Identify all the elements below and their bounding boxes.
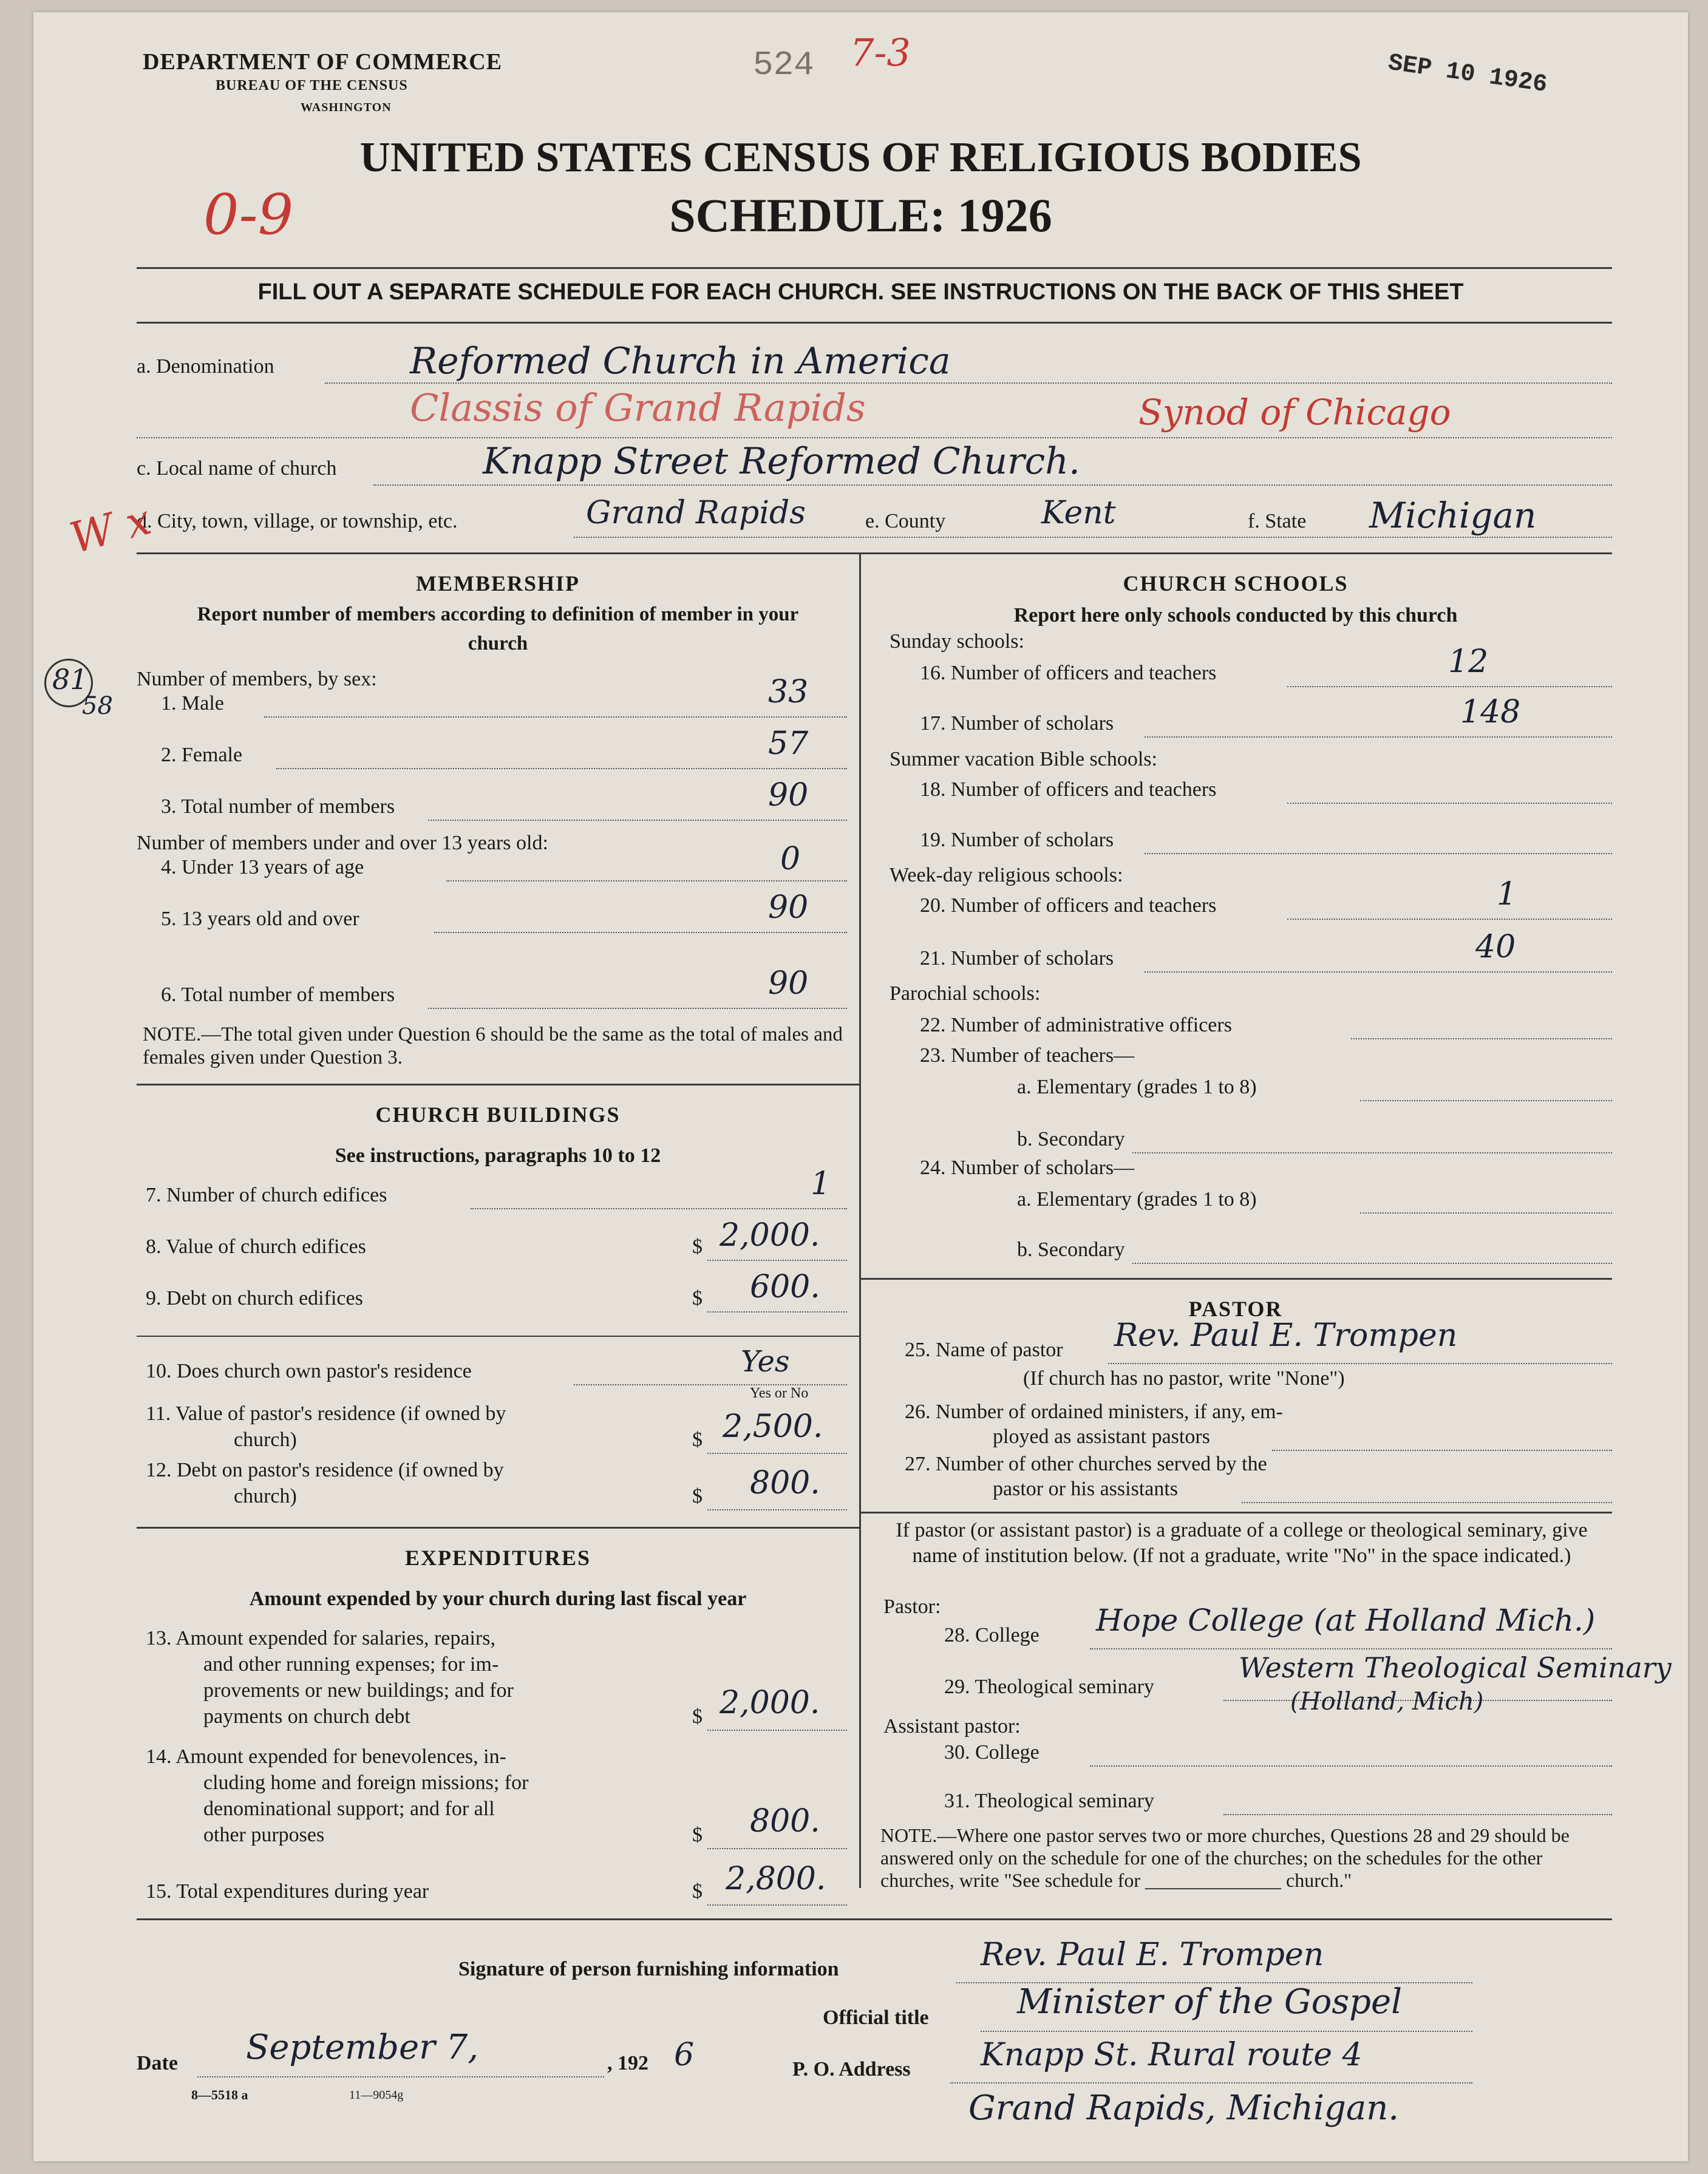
q8-line	[707, 1260, 847, 1261]
q19-line	[1145, 853, 1612, 854]
schools-subtitle: Report here only schools conducted by this church	[1013, 604, 1458, 627]
q6-label: 6. Total number of members	[161, 983, 395, 1006]
pastor-title: PASTOR	[1188, 1297, 1283, 1321]
signature-value: Rev. Paul E. Trompen	[981, 1937, 1324, 1973]
q20-line	[1287, 919, 1612, 920]
po-address-line	[950, 2082, 1472, 2084]
q20-value: 1	[1497, 876, 1517, 912]
q13-line-1: 13. Amount expended for salaries, repairs,	[146, 1627, 495, 1649]
q11-value: 2,500.	[723, 1408, 823, 1445]
local-name-label: c. Local name of church	[137, 457, 337, 480]
q13-value: 2,000.	[720, 1685, 820, 1721]
q31-line	[1223, 1814, 1612, 1815]
q21-label: 21. Number of scholars	[920, 947, 1114, 970]
q31-label: 31. Theological seminary	[944, 1790, 1154, 1812]
q28-label: 28. College	[944, 1624, 1039, 1646]
official-title-line	[981, 2031, 1472, 2032]
q5-label: 5. 13 years old and over	[161, 908, 359, 930]
q12-label: 12. Debt on pastor's residence (if owned by	[146, 1459, 504, 1481]
q23b-label: b. Secondary	[1017, 1128, 1125, 1150]
pastor-rule	[859, 1512, 1612, 1513]
header-rule-bottom	[137, 322, 1612, 324]
q4-value: 0	[780, 841, 801, 877]
q3-line	[428, 820, 847, 821]
margin-marks: W x	[64, 494, 157, 563]
po-address-value-2: Grand Rapids, Michigan.	[968, 2088, 1400, 2128]
q27-label: 27. Number of other churches served by the	[905, 1453, 1267, 1475]
q25-line	[1108, 1363, 1612, 1364]
q9-value: 600.	[750, 1269, 820, 1305]
q7-value: 1	[811, 1166, 831, 1202]
schedule-title: SCHEDULE: 1926	[669, 189, 1052, 242]
q16-label: 16. Number of officers and teachers	[920, 662, 1217, 684]
pastor-subheading: Pastor:	[883, 1595, 941, 1618]
q13-dollar: $	[692, 1705, 703, 1728]
q13-line-2: and other running expenses; for im-	[203, 1653, 499, 1676]
q4-line	[446, 880, 847, 881]
q30-label: 30. College	[944, 1741, 1039, 1764]
q14-line-4: other purposes	[203, 1824, 325, 1846]
q23b-line	[1132, 1152, 1612, 1153]
red-code: 7-3	[850, 30, 911, 75]
city-line	[574, 537, 1612, 538]
q29-value-2: (Holland, Mich)	[1290, 1688, 1484, 1716]
q28-value: Hope College (at Holland Mich.)	[1096, 1603, 1596, 1638]
q18-line	[1287, 803, 1612, 804]
q24a-line	[1360, 1212, 1612, 1214]
q25-value: Rev. Paul E. Trompen	[1114, 1317, 1458, 1354]
city-label: d. City, town, village, or township, etc.	[137, 510, 458, 532]
expenditures-title: EXPENDITURES	[404, 1546, 591, 1570]
buildings-subtitle: See instructions, paragraphs 10 to 12	[335, 1144, 661, 1167]
q3-label: 3. Total number of members	[161, 795, 395, 818]
department-heading: DEPARTMENT OF COMMERCE	[143, 49, 503, 75]
classis-red: Classis of Grand Rapids	[410, 386, 866, 430]
q8-dollar: $	[692, 1235, 703, 1258]
q12-line	[707, 1509, 847, 1510]
column-divider	[859, 552, 861, 1888]
q12-value: 800.	[750, 1465, 820, 1501]
q26-label: 26. Number of ordained ministers, if any, em-	[905, 1401, 1283, 1423]
q3-value: 90	[768, 777, 809, 814]
q26-line	[1272, 1450, 1612, 1451]
q2-value: 57	[768, 725, 809, 762]
county-label: e. County	[865, 510, 946, 532]
q13-line-3: provements or new buildings; and for	[203, 1679, 514, 1702]
local-name-value: Knapp Street Reformed Church.	[483, 440, 1080, 483]
q25-hint: (If church has no pastor, write "None")	[1023, 1367, 1345, 1390]
q9-label: 9. Debt on church edifices	[146, 1287, 363, 1309]
census-schedule-sheet	[33, 12, 1688, 2161]
q26-label-2: ployed as assistant pastors	[993, 1425, 1210, 1448]
q7-label: 7. Number of church edifices	[146, 1184, 387, 1206]
q19-label: 19. Number of scholars	[920, 829, 1114, 851]
membership-note: NOTE.—The total given under Question 6 should be the same as the total of males and females given under Question 3.	[143, 1024, 843, 1068]
fields-rule	[137, 552, 1612, 554]
weekday-heading: Week-day religious schools:	[890, 864, 1123, 886]
q22-label: 22. Number of administrative officers	[920, 1014, 1232, 1036]
circled-number: 81	[44, 659, 93, 707]
summer-heading: Summer vacation Bible schools:	[890, 748, 1157, 770]
q22-line	[1351, 1038, 1612, 1039]
denomination-line	[325, 382, 1612, 384]
date-line	[197, 2076, 604, 2077]
q9-line	[707, 1311, 847, 1313]
po-address-value: Knapp St. Rural route 4	[981, 2037, 1363, 2073]
q24a-label: a. Elementary (grades 1 to 8)	[1017, 1188, 1257, 1211]
q17-label: 17. Number of scholars	[920, 712, 1114, 735]
denomination-label: a. Denomination	[137, 355, 274, 378]
q30-line	[1090, 1765, 1612, 1767]
q9-rule	[137, 1336, 859, 1337]
q4-label: 4. Under 13 years of age	[161, 856, 364, 878]
q8-value: 2,000.	[720, 1217, 820, 1254]
q11-dollar: $	[692, 1428, 703, 1451]
q17-line	[1145, 736, 1612, 738]
q13-line	[707, 1730, 847, 1731]
form-number: 8—5518 a	[191, 2087, 248, 2102]
membership-subtitle: Report number of members according to definition of member in your church	[197, 603, 799, 654]
q24-label: 24. Number of scholars—	[920, 1157, 1135, 1179]
membership-title: MEMBERSHIP	[415, 571, 580, 596]
schools-title: CHURCH SCHOOLS	[1123, 571, 1349, 596]
q16-value: 12	[1448, 644, 1489, 680]
year-prefix: , 192	[607, 2052, 648, 2074]
q10-value: Yes	[741, 1345, 790, 1379]
margin-58: 58	[82, 692, 113, 720]
q11-line	[707, 1453, 847, 1454]
signature-label: Signature of person furnishing information	[458, 1958, 839, 1980]
q23-label: 23. Number of teachers—	[920, 1044, 1135, 1067]
q25-label: 25. Name of pastor	[905, 1339, 1063, 1361]
pastor-note: NOTE.—Where one pastor serves two or more churches, Questions 28 and 29 should be answered only on the schedule for one of the churches; on the schedules for the other churches, write "See schedule for ______________ church."	[880, 1824, 1570, 1891]
red-mark-09: 0-9	[203, 182, 294, 247]
classis-line	[137, 437, 1612, 438]
q15-line	[707, 1904, 847, 1906]
q6-value: 90	[768, 965, 809, 1002]
official-title-label: Official title	[823, 2006, 929, 2029]
q18-label: 18. Number of officers and teachers	[920, 778, 1217, 801]
date-value: September 7,	[246, 2028, 479, 2067]
q11-label-2: church)	[234, 1428, 297, 1451]
assistant-subheading: Assistant pastor:	[883, 1715, 1021, 1738]
q14-line	[707, 1848, 847, 1849]
city-value: Grand Rapids	[586, 495, 806, 531]
q23a-line	[1360, 1100, 1612, 1101]
q14-dollar: $	[692, 1824, 703, 1846]
denomination-value: Reformed Church in America	[410, 340, 951, 382]
schools-rule	[859, 1278, 1612, 1280]
instruction-line: FILL OUT A SEPARATE SCHEDULE FOR EACH CHURCH. SEE INSTRUCTIONS ON THE BACK OF THIS SHEET	[257, 279, 1464, 305]
stamp-number: 524	[753, 46, 814, 84]
q23a-label: a. Elementary (grades 1 to 8)	[1017, 1076, 1257, 1098]
q29-value: Western Theological Seminary	[1239, 1651, 1672, 1684]
q14-value: 800.	[750, 1803, 820, 1839]
q11-label: 11. Value of pastor's residence (if owned by	[146, 1402, 506, 1425]
q12-label-2: church)	[234, 1485, 297, 1507]
q28-line	[1090, 1648, 1612, 1649]
state-label: f. State	[1248, 510, 1307, 532]
q8-label: 8. Value of church edifices	[146, 1235, 366, 1258]
q15-value: 2,800.	[726, 1861, 826, 1897]
q27-label-2: pastor or his assistants	[993, 1478, 1179, 1500]
print-number: 11—9054g	[349, 2088, 404, 2102]
by-sex-heading: Number of members, by sex:	[137, 668, 377, 690]
footer-rule	[137, 1918, 1612, 1920]
q14-line-2: cluding home and foreign missions; for	[203, 1771, 529, 1794]
parochial-heading: Parochial schools:	[890, 982, 1041, 1005]
q15-dollar: $	[692, 1880, 703, 1903]
po-address-label: P. O. Address	[792, 2058, 911, 2081]
q10-label: 10. Does church own pastor's residence	[146, 1360, 472, 1382]
graduate-note: If pastor (or assistant pastor) is a graduate of a college or theological seminary, give name of institution below. (If not a graduate, write "No" in the space indicated.)	[896, 1519, 1588, 1567]
q14-line-3: denominational support; and for all	[203, 1798, 495, 1820]
q20-label: 20. Number of officers and teachers	[920, 894, 1217, 917]
state-value: Michigan	[1369, 495, 1537, 536]
q29-label: 29. Theological seminary	[944, 1676, 1154, 1698]
sunday-heading: Sunday schools:	[890, 630, 1024, 653]
header-rule-top	[137, 267, 1612, 269]
q15-label: 15. Total expenditures during year	[146, 1880, 429, 1903]
q2-line	[276, 768, 847, 769]
buildings-title: CHURCH BUILDINGS	[375, 1102, 621, 1127]
q17-value: 148	[1460, 694, 1521, 730]
q21-value: 40	[1475, 929, 1516, 965]
received-date-stamp: SEP 10 1926	[1386, 49, 1549, 100]
q6-line	[428, 1008, 847, 1009]
date-label: Date	[137, 2052, 178, 2074]
washington-heading: WASHINGTON	[301, 101, 392, 114]
yes-or-no-hint: Yes or No	[750, 1385, 809, 1401]
q1-value: 33	[768, 674, 809, 710]
buildings-rule	[137, 1527, 859, 1529]
q12-dollar: $	[692, 1485, 703, 1507]
q27-line	[1242, 1502, 1612, 1503]
synod-red: Synod of Chicago	[1138, 392, 1451, 433]
q5-value: 90	[768, 889, 809, 926]
q21-line	[1145, 971, 1612, 973]
q24b-label: b. Secondary	[1017, 1238, 1125, 1261]
q16-line	[1287, 686, 1612, 687]
q14-line-1: 14. Amount expended for benevolences, in-	[146, 1745, 506, 1768]
q24b-line	[1132, 1263, 1612, 1264]
expenditures-subtitle: Amount expended by your church during last fiscal year	[249, 1588, 747, 1610]
bureau-heading: BUREAU OF THE CENSUS	[216, 78, 408, 93]
q5-line	[434, 932, 847, 933]
q1-line	[264, 716, 847, 718]
local-name-line	[373, 484, 1612, 486]
county-value: Kent	[1041, 495, 1116, 531]
q13-line-4: payments on church debt	[203, 1705, 410, 1728]
membership-rule	[137, 1084, 859, 1085]
form-title: UNITED STATES CENSUS OF RELIGIOUS BODIES	[359, 134, 1362, 181]
official-title-value: Minister of the Gospel	[1017, 1982, 1403, 2022]
year-value: 6	[674, 2037, 695, 2073]
q7-line	[471, 1208, 847, 1209]
age-heading: Number of members under and over 13 years old:	[137, 832, 548, 854]
q9-dollar: $	[692, 1287, 703, 1309]
q2-label: 2. Female	[161, 744, 243, 766]
q1-label: 1. Male	[161, 692, 224, 715]
